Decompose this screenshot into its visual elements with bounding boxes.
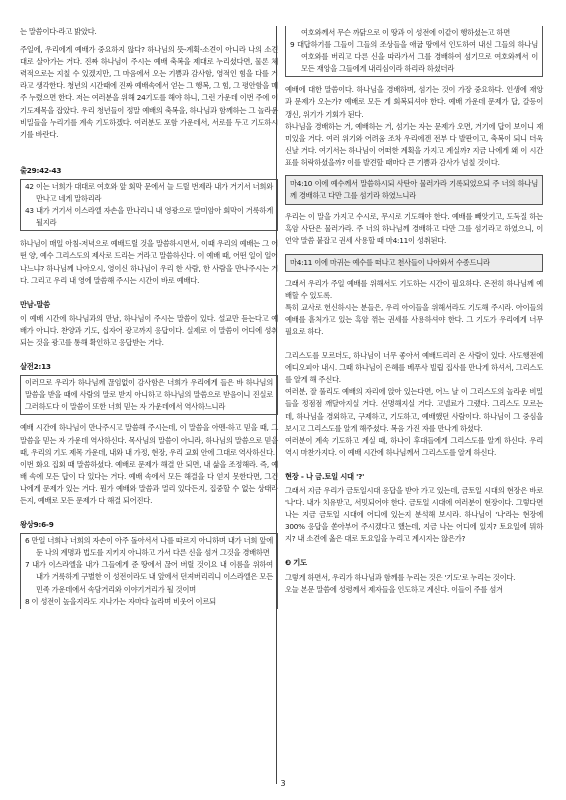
page-number: 3: [280, 779, 286, 788]
paragraph: 특히 교사로 헌신하시는 분들은, 우리 아이들을 위해서라도 기도해 주시라. 아이들의 예배를 흩처가고 있는 흑암 꺾는 권세를 사용하셔야 한다. 그 기도가 우리에게 너무 필요로 하다.: [285, 302, 543, 336]
section-heading: 현장 - 나 금.토일 시대 '?': [285, 471, 365, 481]
paragraph: 그래서 우리가 주일 예배를 위해서도 기도하는 시간이 필요하다. 온전히 하나님께 예배할 수 있도록.: [285, 278, 543, 300]
verse: 이러므로 우리가 하나님께 끊임없이 감사함은 너희가 우리에게 들은 바 하나님의 말씀을 받을 때에 사람의 말로 받지 아니하고 하나님의 말씀으로 받음이니 진실로 그러하도다 이 말씀이 또한 너희 믿는 자 가운데에서 역사하느니라: [25, 378, 273, 412]
paragraph: 우리는 이 말을 가지고 수시로, 무시로 기도해야 한다. 예배를 빼앗기고, 도둑질 하는 흑암 사단은 물러가라. 주 너의 하나님께 경배하고 다만 그를 섬기라고 하였으니, 이 언약 말씀 붙잡고 권세 사용할 때 마4:11이 성취된다.: [285, 212, 543, 246]
scripture-box: [285, 254, 543, 272]
scripture-box: [20, 375, 278, 415]
paragraph: 이 예배 시간에 하나님과의 만남, 하나님이 주시는 말씀이 있다. 설교만 듣는다고 예배가 아니다. 찬양과 기도, 십자어 광고까지 응답이다. 실제로 이 말씀이 어디에 성취되는 것을 광고를 통해 확인하고 응답받는 거다.: [20, 313, 278, 347]
scripture-box: [20, 533, 278, 609]
scripture-reference: 살전2:13: [20, 362, 51, 372]
verse: 마4:11 이에 마귀는 예수를 떠나고 천사들이 나아와서 수종드니라: [290, 257, 490, 267]
left-column: [20, 26, 278, 609]
right-column: [285, 26, 543, 596]
verse: 9 대답하기를 그들이 그들의 조상들을 애굽 땅에서 인도하여 내신 그들의 하나님 여호와를 버리고 다른 신을 따라가서 그를 경배하여 섬기므로 여호와께서 이 모든 재앙을 그들에게 내리심이라 하리라 하셨더라: [290, 40, 538, 74]
paragraph: 그리스도를 모르더도, 하나님이 너무 좋아서 예배드리러 온 사람이 있다. 사도행전에 에디오피아 내시. 그때 하나님이 은혜를 베푸사 빌립 집사를 만나게 하셔서, 그리스도를 알게 해 주신다.: [285, 351, 543, 385]
paragraph: 예배에 대한 말씀이다. 하나님을 경배하며, 섬기는 것이 가장 중요하다. 인생에 재앙과 문제가 오는가? 예배로 모든 게 회복되셔야 한다. 예배 가운데 문제가 답, 갈등이 갱신, 위기가 기회가 된다.: [285, 85, 543, 119]
scripture-box: [285, 175, 543, 205]
verse: 여호와께서 무슨 까닭으로 이 땅과 이 성전에 이같이 행하셨는고 하면: [301, 28, 510, 37]
paragraph: 오늘 본문 말씀에 성령께서 제자들을 인도하고 계신다. 이들이 주를 섬겨: [285, 584, 503, 594]
paragraph: 여러분이 계속 기도하고 계실 때, 하나이 후대들에게 그리스도를 알게 하신다. 우리 역시 마찬가지다. 이 예배 시간에 하나님께서 그리스도를 알게 하신다.: [285, 435, 543, 457]
scripture-reference: 왕상9:6-9: [20, 520, 54, 530]
paragraph: 그렇게 하면서, 우리가 하나님과 함께를 누리는 것은 '기도'로 누리는 것이다.: [285, 572, 516, 582]
verse: 7 내가 이스라엘을 내가 그들에게 준 땅에서 끊어 버릴 것이요 내 이름을 위하여 내가 거룩하게 구별한 이 성전이라도 내 앞에서 던져버리리니 이스라엘은 모든 민족 가운데에서 속담거리와 이야기거리가 될 것이며: [25, 560, 273, 594]
paragraph: 는 말씀이다-라고 밝았다.: [20, 27, 97, 36]
paragraph: 여러분, 잘 풀리도 예배의 자리에 앉아 있는다면, 어느 날 이 그리스도의 놀라운 비밀들을 정점점 깨달아지실 거다. 선명해지실 거다. 고넬료가 그랬다. 그리스도 모르는데, 하나님을 경외하고, 구제하고, 기도하고, 예배했던 사람이다. 하나님이 그 중심을 보시고 그리스도를 알게 해주셨다. 복음 가진 자를 만나게 하셨다.: [285, 387, 543, 433]
verse: 마4:10 이에 예수께서 말씀하시되 사탄아 물러가라 기록되었으되 주 너의 하나님께 경배하고 다만 그를 섬기라 하였느니라: [290, 179, 538, 201]
paragraph: 하나님을 경배하는 거, 예배하는 거, 섬기는 자는 문제가 오면, 거기에 답이 보이니 재미있을 거다. 여러 위기와 어려움 조차 우리에겐 전부 다 발판이고, 축복이 되니 더욱 신날 거다. 여기서는 하나님이 어떠한 계획을 가지고 계실까? 지금 나에게 왜 이 시간표를 허락하셨을까? 이를 발견할 때마다 큰 기쁨과 감사가 넘칠 것이다.: [285, 121, 543, 167]
scripture-box-continued: [285, 26, 543, 77]
verse: 8 이 성전이 높을지라도 지나가는 자마다 놀라며 비웃어 이르되: [25, 596, 216, 606]
section-heading: ❸ 기도: [285, 558, 307, 568]
paragraph: 예배 시간에 하나님이 만나주시고 말씀해 주시는데, 이 말씀을 아멘-하고 믿을 때, 그 말씀을 믿는 자 가운데 역사하신다. 목사님의 말씀이 아니라, 하나님의 말씀으로 믿을 때, 우리의 기도 제목 가운데, 내와 내 가정, 현장, 우리 교회 안에 그대로 역사하신다.: [20, 423, 278, 457]
scripture-box: [20, 179, 278, 231]
paragraph: 이번 화요 집회 때 말씀하셨다. 예배로 문제가 해결 안 되면, 내 삶을 조정해라. 즉, 예배 속에 모든 답이 다 있다는 거다. 예배 속에서 모든 해결을 다 얻지 못한다면, 그건 나에게 문제가 있는 거다. 뭔가 예배와 말씀과 멀리 있다든지, 집중할 수 없는 상태라든지, 예배로 모든 문제가 다 해결 되어진다.: [20, 459, 278, 505]
verse: 43 내가 거기서 이스라엘 자손을 만나리니 내 영광으로 말미암아 회막이 거룩하게 될지라: [25, 206, 273, 228]
verse: 6 만일 너희나 너희의 자손이 아주 돌아서서 나를 따르지 아니하며 내가 너희 앞에 둔 나의 계명과 법도를 지키지 아니하고 가서 다른 신을 섬겨 그것을 경배하면: [25, 536, 273, 558]
paragraph: 하나님이 매일 아침-저녁으로 예배드릴 것을 말씀하시면서, 이때 우리의 예배는 그 어떤 양, 예수 그리스도의 제사로 드리는 거라고 말씀하신다. 이 예배 때, 어떤 일이 일어나느냐? 하나님께 나아오시, 영이신 하나님이 우리 한 사람, 한 사람을 만나주시는 거다. 그리고 우리 내 영에 말씀해 주시는 시간이 바로 예배다.: [20, 239, 278, 285]
section-heading: 만남-말씀: [20, 299, 50, 309]
column-divider: [276, 26, 277, 784]
paragraph: 그래서 지금 우리가 금토일시대 응답을 받아 가고 있는데, 금토일 시대의 현장은 바로 '나'다. 내가 치유받고, 서밋되어야 한다. 금토일 시대에 여러분이 현장이다. 그렇다면 나는 지금 금토일 시대에 어디에 있는지 분석해 보시라. 하나님이 '나'라는 현장에 300% 응답을 쏟아부어 주시겠다고 했는데, 지금 나는 어디에 있지? 토요일에 뭐하지? 내 소견에 옳은 대로 토요일을 누리고 계시지는 않은가?: [285, 486, 543, 544]
verse: 42 이는 너희가 대대로 여호와 앞 회막 문에서 늘 드릴 번제라 내가 거기서 너희와 만나고 네게 말하리라: [25, 181, 273, 204]
scripture-reference: 출29:42-43: [20, 165, 62, 175]
paragraph: 주일에, 우리에게 예배가 중요하지 않다? 하나님의 뜻-계획-소견이 아니라 나의 소견대로 살아가는 거다. 진짜 하나님이 주시는 예배 축복을 제대로 누리셨다면, 물론 체력적으로는 지칠 수 있겠지만, 그 마음에서 오는 기쁨과 감사함, 영적인 힘을 다를 거라고 생각한다. 청년의 시간때에 진짜 예배속에서 얻는 그 행복, 그 힘, 그 평안함을 매주 누렸으면 한다. 저는 여러분을 위해 24기도를 해야 하니, 그런 가운데 이번 주에 이 기도제목을 잡았다. 우리 청년들이 정말 예배의 축복을, 하나님과 함께하는 그 놀라운 비밀들을 누리기를 계속 기도하겠다. 여러분도 포함 가운데서, 서로를 두고 기도하시기를 바란다.: [20, 45, 278, 139]
